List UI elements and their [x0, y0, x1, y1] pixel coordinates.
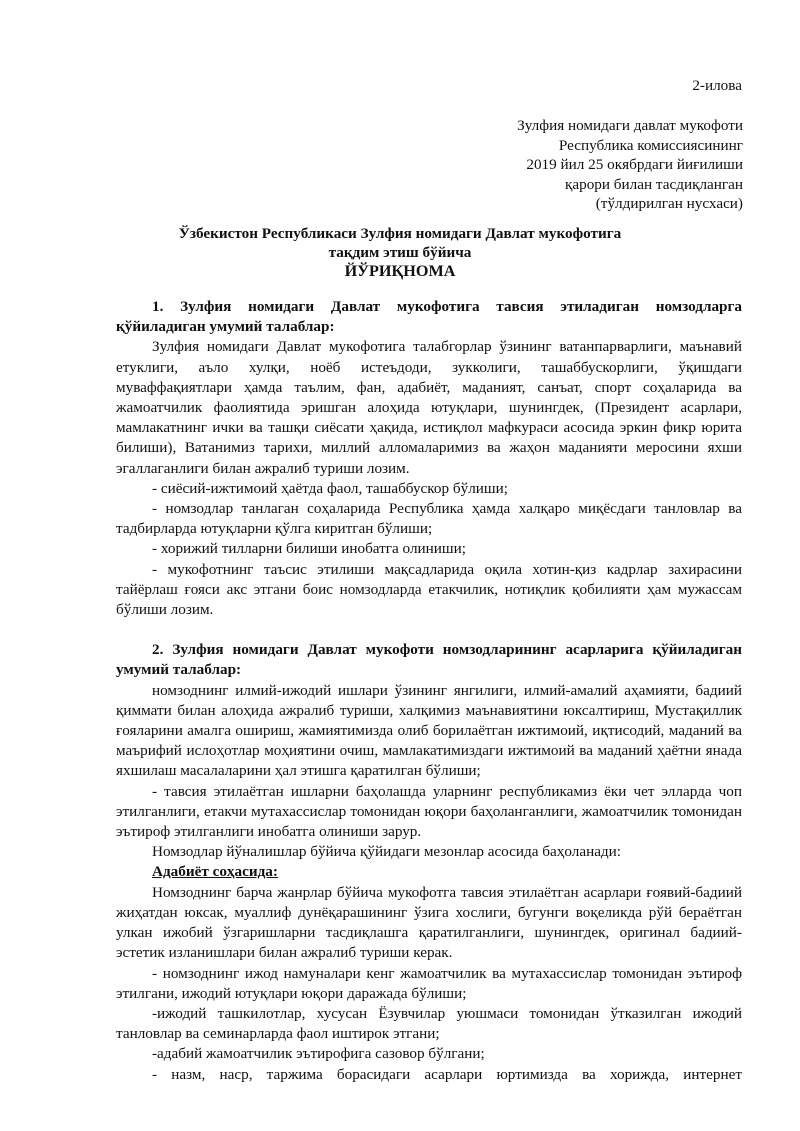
approval-line: Республика комиссиясининг [558, 136, 743, 154]
document-body [116, 297, 742, 1085]
section-1-bullet: - мукофотнинг таъсис этилиши мақсадларида оқила хотин-қиз кадрлар захирасини тайёрлаш ғояси акс этгани боис номзодларда етакчилик, нотиқлик қобилияти ҳам мужассам бўлиши лозим. [116, 560, 742, 619]
literature-subheading [116, 862, 742, 882]
approval-block [517, 116, 743, 214]
section-2-paragraph: Номзодлар йўналишлар бўйича қўйидаги мезонлар асосида баҳоланади: [152, 843, 622, 861]
annex-label: 2-илова [692, 77, 742, 94]
approval-line: (тўлдирилган нусхаси) [595, 195, 743, 212]
approval-line: Зулфия номидаги давлат мукофоти [517, 117, 743, 134]
section-1-bullet: - номзодлар танлаган соҳаларида Республика ҳамда халқаро миқёсдаги танловлар ва тадбирларда ютуқларни қўлга киритган бўлиши; [116, 500, 742, 538]
literature-subheading-text: Адабиёт соҳасида: [152, 863, 278, 881]
document-title [0, 225, 800, 281]
section-2-bullet: - номзоднинг ижод намуналари кенг жамоатчилик ва мутахассислар томонидан эътироф этилгани, ижодий ютуқлари юқори даражада бўлиши; [116, 964, 742, 1002]
section-2-heading: 2. Зулфия номидаги Давлат мукофоти номзодларининг асарларига қўйиладиган умумий талаблар: [116, 641, 742, 679]
section-1-paragraph: Зулфия номидаги Давлат мукофотига талабгорлар ўзининг ватанпарварлиги, маънавий етуклиги, аъло хулқи, ноёб истеъдоди, зукколиги, ташаббускорлиги, ўқишдаги муваффақиятлари ҳамда таълим, фан, адабиёт, маданият, санъат, спорт соҳаларида ва жамоатчилик фаолиятида эришган алоҳида ютуқлари, шунингдек, (Президент асарлари, мамлакатнинг ички ва ташқи сиёсати ҳақида, истиқлол мафкураси асосида эркин фикр юрита билиши), Ватанимиз тарихи, миллий алломаларимиз ва жаҳон маданияти меросини яхши эгаллаганлиги билан ажралиб туриши лозим. [116, 338, 742, 477]
title-line-3: ЙЎРИҚНОМА [344, 262, 456, 280]
section-1-heading: 1. Зулфия номидаги Давлат мукофотига тавсия этиладиган номзодларга қўйиладиган умумий талаблар: [116, 298, 742, 336]
section-1-bullet: - сиёсий-ижтимоий ҳаётда фаол, ташаббускор бўлиши; [152, 479, 508, 497]
title-line-2: тақдим этиш бўйича [328, 243, 472, 261]
title-line-1: Ўзбекистон Республикаси Зулфия номидаги Давлат мукофотига [178, 225, 622, 242]
section-gap [116, 620, 742, 640]
section-2-bullet: -адабий жамоатчилик эътирофига сазовор бўлгани; [152, 1045, 485, 1063]
section-1-bullet: - хорижий тилларни билиши инобатга олиниши; [152, 540, 466, 558]
section-2-paragraph: номзоднинг илмий-ижодий ишлари ўзининг янгилиги, илмий-амалий аҳамияти, бадиий қиммати билан алоҳида ажралиб туриши, халқимиз маънавиятини юксалтириш, Мустақиллик ғояларини амалга ошириш, жамиятимизда олиб борилаётган ижтимоий, иқтисодий, маданий ва маърифий ислоҳотлар моҳиятини очиш, мамлакатимиздаги ижтимоий ва маданий ҳаётни янада яхшилаш масалаларини ҳал этишга қаратилган бўлиши; [116, 681, 742, 780]
section-2-paragraph: - тавсия этилаётган ишларни баҳолашда уларнинг республикамиз ёки чет элларда чоп этилганлиги, етакчи мутахассислар томонидан юқори баҳоланганлиги, жамоатчилик томонидан эътироф этилганлиги инобатга олиниши зарур. [116, 782, 742, 841]
section-2-paragraph: Номзоднинг барча жанрлар бўйича мукофотга тавсия этилаётган асарлари ғоявий-бадиий жиҳатдан юксак, муаллиф дунёқарашининг ўзига хослиги, бугунги воқеликда рўй бераётган улкан ижобий ўзгаришларни тасдиқлашга қаратилганлиги, шунингдек, оригинал бадиий-эстетик изланишлари билан ажралиб туриши керак. [116, 883, 742, 962]
approval-line: қарори билан тасдиқланган [564, 175, 743, 193]
section-2-bullet: - назм, наср, таржима борасидаги асарлари юртимизда ва хорижда, интернет [152, 1065, 742, 1083]
approval-line: 2019 йил 25 окябрдаги йиғилиши [526, 156, 743, 173]
section-2-bullet: -ижодий ташкилотлар, хусусан Ёзувчилар уюшмаси томонидан ўтказилган ижодий танловлар ва семинарларда фаол иштирок этгани; [116, 1004, 742, 1043]
